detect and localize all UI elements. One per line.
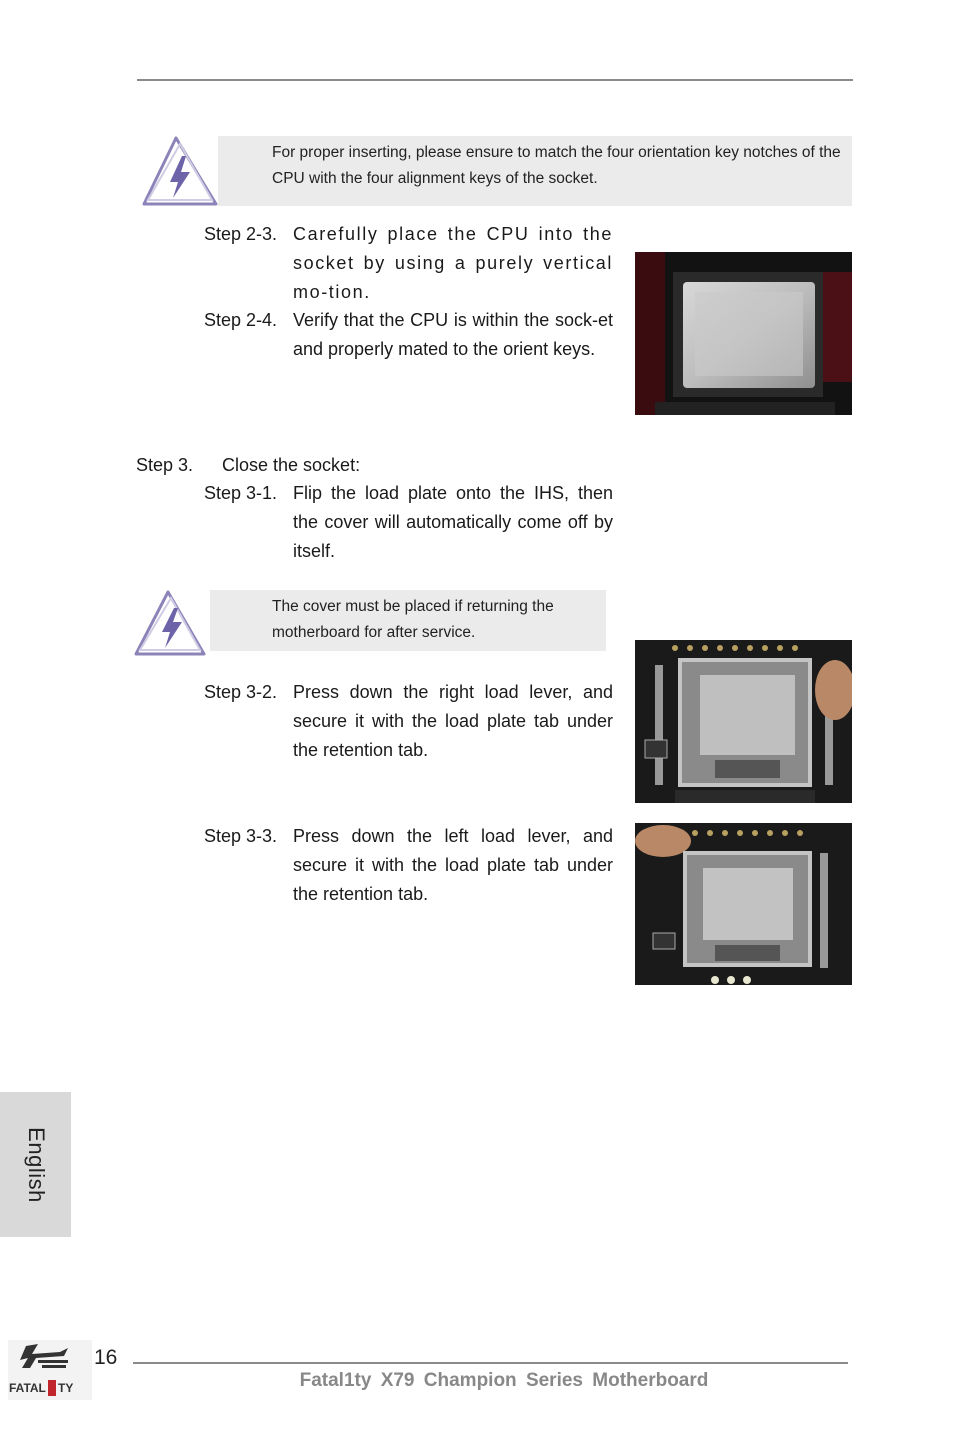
step-text: Press down the right load lever, and secure it with the load plate tab under the retention tab. — [293, 682, 613, 760]
step-3 — [136, 451, 616, 481]
step-3-2 — [204, 678, 614, 768]
language-label: English — [23, 1126, 49, 1203]
svg-text:FATAL: FATAL — [9, 1381, 46, 1395]
svg-text:TY: TY — [58, 1381, 74, 1395]
fatal1ty-logo — [8, 1340, 92, 1400]
right-lever-photo — [635, 640, 852, 803]
language-side-tab — [0, 1092, 71, 1237]
step-number: Step 3. — [136, 455, 194, 475]
left-lever-photo — [635, 823, 852, 985]
cover-note — [210, 590, 606, 651]
bottom-rule — [133, 1362, 848, 1364]
page-number: 16 — [94, 1346, 118, 1369]
footer-title: Fatal1ty X79 Champion Series Motherboard — [299, 1370, 709, 1391]
orientation-note — [218, 136, 852, 206]
step-number: Step 3-1. — [204, 483, 278, 503]
step-text: Verify that the CPU is within the sock-et and properly mated to the orient keys. — [293, 310, 613, 359]
step-3-3 — [204, 822, 614, 912]
step-text: Press down the left load lever, and secure it with the load plate tab under the retention tab. — [293, 826, 613, 904]
top-rule — [137, 79, 853, 81]
warning-triangle-icon — [140, 134, 220, 208]
orientation-note-text: For proper inserting, please ensure to match the four orientation key notches of the CPU with the four alignment keys of the socket. — [272, 144, 841, 187]
step-number: Step 3-3. — [204, 826, 278, 846]
cover-note-text: The cover must be placed if returning the motherboard for after service. — [272, 598, 554, 641]
step-number: Step 2-4. — [204, 310, 278, 330]
step-2-3 — [204, 220, 614, 310]
step-text: Carefully place the CPU into the socket by using a purely vertical mo-tion. — [293, 224, 613, 302]
step-number: Step 2-3. — [204, 224, 278, 244]
step-text: Close the socket: — [222, 455, 361, 475]
step-3-1 — [204, 479, 614, 569]
warning-triangle-icon — [134, 588, 214, 662]
step-number: Step 3-2. — [204, 682, 278, 702]
step-2-4 — [204, 306, 614, 396]
cpu-in-socket-photo — [635, 252, 852, 415]
step-text: Flip the load plate onto the IHS, then the cover will automatically come off by itself. — [293, 483, 613, 561]
